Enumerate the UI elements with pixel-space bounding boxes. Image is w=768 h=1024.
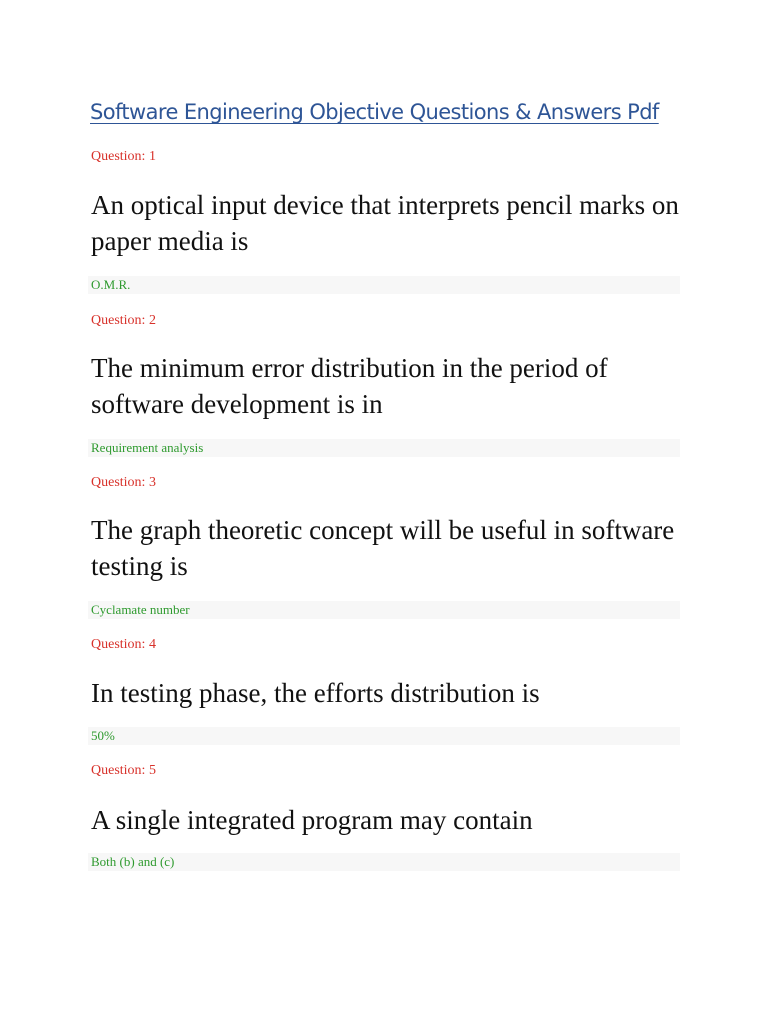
answer-text-2: Requirement analysis xyxy=(91,440,204,455)
document-title: Software Engineering Objective Questions & Answers Pdf xyxy=(90,100,659,124)
question-text-1: An optical input device that interprets pencil marks on paper media is xyxy=(91,190,679,256)
answer-row-2 xyxy=(88,439,680,457)
answer-row-3 xyxy=(88,601,680,619)
question-text-2: The minimum error distribution in the period of software development is in xyxy=(91,353,608,419)
question-text-5: A single integrated program may contain xyxy=(91,805,533,835)
answer-text-3: Cyclamate number xyxy=(91,602,190,617)
question-label-4: Question: 4 xyxy=(91,637,156,652)
question-label-3: Question: 3 xyxy=(91,475,156,490)
answer-row-1 xyxy=(88,276,680,294)
question-text-4: In testing phase, the efforts distribution is xyxy=(91,678,540,708)
answer-text-5: Both (b) and (c) xyxy=(91,854,175,869)
answer-row-4 xyxy=(88,727,680,745)
answer-text-4: 50% xyxy=(91,728,115,743)
question-label-5: Question: 5 xyxy=(91,763,156,778)
question-label-2: Question: 2 xyxy=(91,313,156,328)
question-label-1: Question: 1 xyxy=(91,149,156,164)
answer-row-5 xyxy=(88,853,680,871)
question-text-3: The graph theoretic concept will be useful in software testing is xyxy=(91,515,675,581)
answer-text-1: O.M.R. xyxy=(91,277,131,292)
